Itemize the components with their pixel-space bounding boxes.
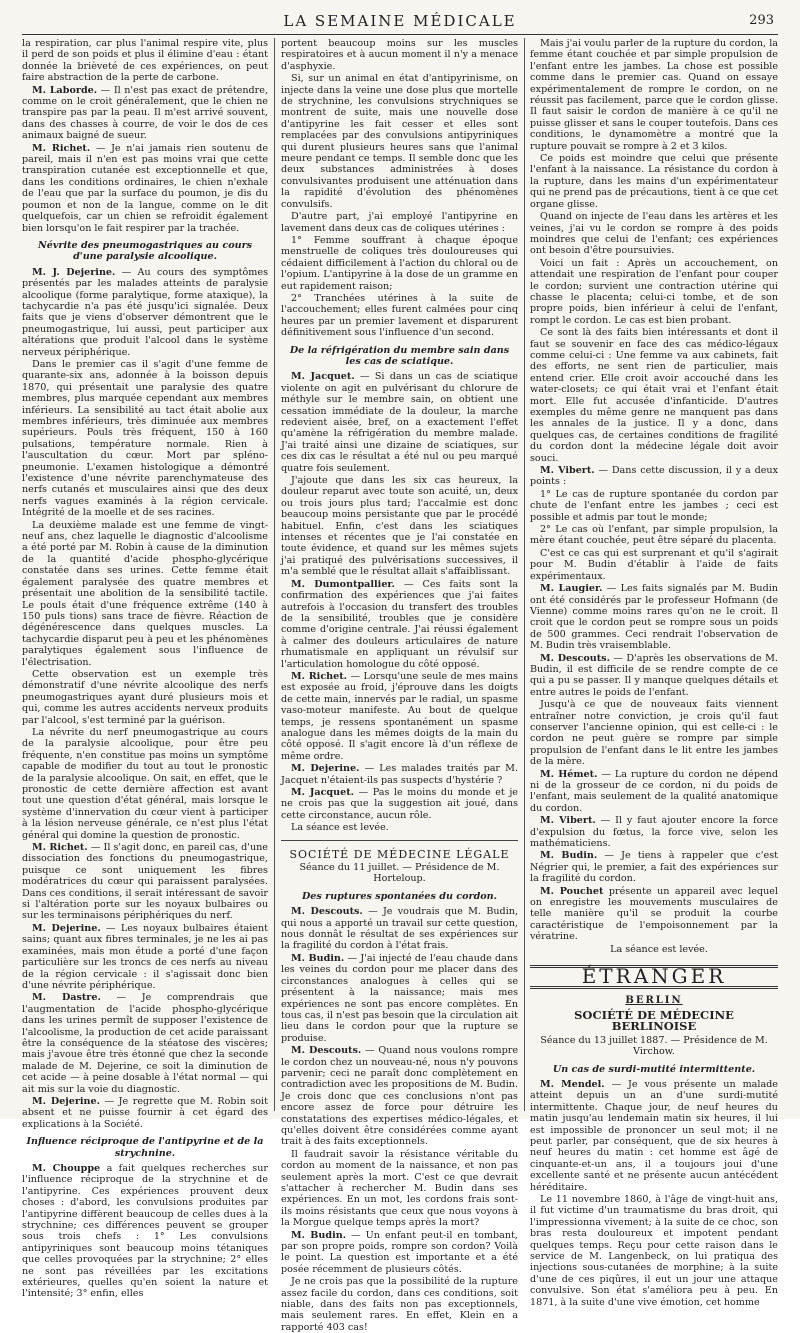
speaker: M. Dejerine. <box>291 763 360 775</box>
paragraph: C'est ce cas qui est surprenant et qu'il s'agirait pour M. Budin d'établir à l'aide de faits expérimentaux. <box>530 547 778 582</box>
speech: — Si dans un cas de sciatique violente on agit en pulvérisant du chlorure de méthyle sur le membre sain, on obtient une cessation immédiate de la douleur, la marche redevient aisée, bref, on a exactement l'effet qu'amène la réfrigération du membre malade. J'ai traité ainsi une dizaine de sciatiques, sur ces dix cas le résultat a été nul ou peu marqué quatre fois seulement. <box>281 371 518 474</box>
society-heading: SOCIÉTÉ DE MÉDECINE LÉGALE <box>289 847 510 861</box>
section-banner: ÉTRANGER <box>530 965 778 988</box>
paragraph: D'autre part, j'ai employé l'antipyrine en lavement dans deux cas de coliques utérines : <box>281 211 518 234</box>
speaker: M. Budin. <box>291 1229 347 1241</box>
speech: — Je regrette que M. Robin soit absent et ne puisse fournir à cet égard des explications à la Société. <box>22 1095 268 1130</box>
speaker: M. Jacquet. <box>291 787 354 798</box>
paragraph <box>22 923 268 991</box>
speech: — Je comprendrais que l'augmentation de l'acide phospho-glycérique dans les urines permît de supposer l'existence de l'alcoolisme, la production de cet acide paraissant être la conséquence de la stéatose des viscères; mais j'avoue être très étonné que chez la seconde malade de M. Dejerine, ce soit la diminution de cet acide — à peine dosable à l'état normal — qui ait mis sur la voie du diagnostic. <box>22 992 268 1095</box>
paragraph <box>22 143 268 234</box>
speech: — Un enfant peut-il en tombant, par son propre poids, rompre son cordon? Voilà le point. La question est importante et a été posée récemment de plusieurs côtés. <box>281 1229 518 1275</box>
speaker: M. Hémet. <box>540 768 598 780</box>
paragraph <box>530 886 778 943</box>
paragraph <box>22 842 268 922</box>
speech: présente un appareil avec lequel on enregistre les mouvements musculaires de telle manière qu'il se produit la courbe caractéristique de l'empoisonnement par la vératrine. <box>530 885 779 943</box>
paragraph: Le 11 novembre 1860, à l'âge de vingt-huit ans, il fut victime d'un traumatisme du bras droit, qui l'impressionna vivement; à la suite de ce choc, son bras resta douloureux et impotent pendant quelques temps. Reçu pour cette raison dans le service de M. Langenbeck, on lui pratiqua des injections sous-cutanées de morphine; à la suite d'une de ces piqûres, il eut un jour une attaque convulsive. Son état s'améliora peu à peu. En 1871, à la suite d'une vive émotion, cet homme <box>530 1194 778 1308</box>
paragraph: Voici un fait : Après un accouchement, on attendait une respiration de l'enfant pour couper le cordon; survient une contraction utérine qui chasse le placenta; celui-ci tombe, et de son propre poids, bien inférieur à celui de l'enfant, rompt le cordon. Le cas est bien probant. <box>530 257 778 326</box>
speech: — Pas le moins du monde et je ne crois pas que la suggestion ait joué, dans cette circonstance, aucun rôle. <box>281 787 518 821</box>
speaker: M. Mendel. <box>540 1078 605 1090</box>
section-heading: Influence réciproque de l'antipyrine et de la strychnine. <box>26 1136 264 1159</box>
paragraph <box>22 992 268 1095</box>
column-divider <box>274 38 275 1111</box>
speaker: M. Budin. <box>540 850 598 862</box>
speech: — Je n'ai jamais rien soutenu de pareil, mais il n'en est pas moins vrai que cette transpiration cutanée est exceptionnelle et que, dans les conditions ordinaires, le chien n'exhale de l'eau que par la surface du poumon, je dis du poumon et non de la langue, comme on le dit quelquefois, car un chien se refroidit également bien lorsqu'on le fait respirer par la trachée. <box>22 142 268 234</box>
paragraph <box>530 815 778 849</box>
paragraph <box>22 1096 268 1130</box>
column-3 <box>530 38 779 1308</box>
column-divider <box>524 38 525 1111</box>
section-heading: Un cas de surdi-mutité intermittente. <box>552 1063 756 1075</box>
paragraph: la respiration, car plus l'animal respire vite, plus il perd de son poids et plus il élimine d'eau : étant donnée la brièveté de ces expériences, on peut faire abstraction de la perte de carbone. <box>22 38 268 84</box>
paragraph: portent beaucoup moins sur les muscles respiratoires et à aucun moment il n'y a menace d'asphyxie. <box>281 38 518 72</box>
paragraph <box>281 787 518 821</box>
speaker: M. Descouts. <box>291 1045 362 1057</box>
speech: — Il n'est pas exact de prétendre, comme on le croit généralement, que le chien ne transpire pas par la peau. Il m'est arrivé souvent, dans des chasses à courre, de voir le dos de ces animaux baigné de sueur. <box>22 84 268 142</box>
paragraph: Si, sur un animal en état d'antipyrinisme, on injecte dans la veine une dose plus que mortelle de strychnine, les convulsions strychniques se montrent de suite, mais une nouvelle dose d'antipyrine les fait cesser et elles sont remplacées par des convulsions antipyriniques qui durent plusieurs heures sans que l'animal meure pendant ce temps. Il semble donc que les deux substances administrées à doses convulsivantes produisent une atténuation dans la rapidité d'évolution des phénomènes convulsifs. <box>281 73 518 210</box>
speech: — Les noyaux bulbaires étaient sains; quant aux fibres terminales, je ne les ai pas examinées, mais mon étude a porté d'une façon particulière sur les troncs de ces nerfs au niveau de la région cervicale : il s'agissait donc bien d'une névrite périphérique. <box>22 922 268 991</box>
speech: — Je voudrais que M. Budin, qui nous a apporté un travail sur cette question, nous donnât le résultat de ses expériences sur la fragilité du cordon à l'état frais. <box>281 906 518 952</box>
speaker: M. Dejerine. <box>32 922 101 934</box>
page-header <box>22 8 778 34</box>
speaker: M. Laborde. <box>32 84 98 96</box>
section-heading: De la réfrigération du membre sain dans les cas de sciatique. <box>289 344 510 367</box>
paragraph <box>530 465 778 488</box>
speech: — Lorsqu'une seule de mes mains est exposée au froid, j'éprouve dans les doigts de cette main, innervés par le radial, un spasme vaso-moteur manifeste. Au bout de quelque temps, je ressens spontanément un spasme analogue dans les mêmes doigts de la main du côté opposé. Il s'agit encore là d'un réflexe de même ordre. <box>281 670 518 762</box>
paragraph: Jusqu'à ce que de nouveaux faits viennent entraîner notre conviction, je crois qu'il faut conserver l'ancienne opinion, qui est celle-ci : le cordon ne peut guère se rompre par simple propulsion de l'enfant dans le lit entre les jambes de la mère. <box>530 699 778 768</box>
paragraph <box>281 671 518 762</box>
paragraph: 1° Le cas de rupture spontanée du cordon par chute de l'enfant entre les jambes ; ceci est possible et admis par tout le monde; <box>530 488 778 523</box>
speaker: M. Budin. <box>291 952 345 964</box>
section-heading: Des ruptures spontanées du cordon. <box>301 890 497 902</box>
speech: — J'ai injecté de l'eau chaude dans les veines du cordon pour me placer dans des circonstances analogues à celles qui se présentent à la naissance; mais mes expériences ne sont pas encore complètes. En tous cas, il n'est pas besoin que la circulation ait lieu dans le cordon pour que la rupture se produise. <box>281 952 518 1044</box>
society-heading: SOCIÉTÉ DE MÉDECINE BERLINOISE <box>574 1007 734 1034</box>
paragraph: Mais j'ai voulu parler de la rupture du cordon, la femme étant couchée et par simple propulsion de l'enfant entre les jambes. La chose est possible comme dans le premier cas. Quand on essaye expérimentalement de rompre le cordon, on ne réussit pas facilement, parce que le cordon glisse. Il faut saisir le cordon de manière à ce qu'il ne puisse glisser et sans le couper toutefois. Dans ces conditions, le dynamomètre a montré que la rupture pouvait se rompre à 2 et 3 kilos. <box>530 38 778 152</box>
speech: — Quand nous voulons rompre le cordon chez un nouveau-né, nous n'y pouvons parvenir; ceci ne paraît donc complètement en contradiction avec les propositions de M. Budin. Je crois donc que ces conclusions n'ont pas encore assez de force pour détruire les constatations des expertises médico-légales, et qu'elles doivent être considérées comme ayant trait à des faits exceptionnels. <box>281 1045 518 1148</box>
paragraph <box>281 1230 518 1276</box>
header-rule <box>22 34 778 35</box>
speaker: M. Laugier. <box>540 583 603 595</box>
speech: — Il y faut ajouter encore la force d'expulsion du fœtus, la force vive, selon les mathématiciens. <box>530 815 779 850</box>
speaker: M. Dumontpallier. <box>291 578 395 590</box>
paragraph: La névrite du nerf pneumogastrique au cours de la paralysie alcoolique, pour être peu fréquente, n'en constitue pas moins un symptôme capable de modifier du tout au tout le pronostic de la paralysie alcoolique. On sait, en effet, que le pronostic de cette dernière affection est avant tout une question d'état général, mais lorsque le système d'innervation du cœur vient à participer à la lésion nerveuse générale, ce n'est plus l'état général qui domine la question de pronostic. <box>22 726 268 841</box>
speaker: M. Jacquet. <box>291 371 355 383</box>
closing-line: La séance est levée. <box>610 943 708 955</box>
speech: — Au cours des symptômes présentés par les malades atteints de paralysie alcoolique (forme paralytique, forme ataxique), la tachycardie n'a pas été jusqu'ici signalée. Deux faits que je viens d'observer démontrent que le pneumogastrique, lui aussi, peut participer aux altérations que produit l'alcool dans le système nerveux périphérique. <box>22 266 269 358</box>
paragraph <box>530 769 778 815</box>
paragraph: Quand on injecte de l'eau dans les artères et les veines, j'ai vu le cordon se rompre à des poids moindres que celui de l'enfant; ces expériences ont besoin d'être poursuivies. <box>530 211 778 257</box>
speaker: M. Descouts. <box>291 906 363 918</box>
paragraph <box>281 579 518 670</box>
paragraph <box>530 850 778 884</box>
paragraph: La séance est levée. <box>291 822 389 834</box>
column-2 <box>281 38 518 1333</box>
paragraph <box>22 1163 268 1300</box>
city-heading: BERLIN <box>625 994 683 1006</box>
speaker: M. Vibert. <box>540 465 595 477</box>
speaker: M. Richet. <box>32 842 88 854</box>
paragraph <box>530 653 778 699</box>
paragraph <box>530 583 778 651</box>
paragraph <box>22 267 268 358</box>
paragraph <box>22 85 268 142</box>
speech: — Je vous présente un malade atteint depuis un an d'une surdi-mutité intermittente. Chaque jour, de neuf heures du matin jusqu'au lendemain matin six heures, il lui est impossible de prononcer un seul mot; il ne peut parler, par conséquent, que de six heures à neuf heures du matin : cet homme est âgé de cinquante-et-un ans, il a toujours joui d'une excellente santé et ne présente aucun antécédent héréditaire. <box>530 1078 778 1193</box>
speaker: M. J. Dejerine. <box>32 266 116 278</box>
session-line: Séance du 11 juillet. — Présidence de M. Horteloup. <box>299 862 500 885</box>
speech: — Il s'agit donc, en pareil cas, d'une dissociation des fonctions du pneumogastrique, puisque ce sont uniquement les fibres modératrices du cœur qui paraissent paralysées. Dans ces conditions, il serait intéressant de savoir si l'altération porte sur les noyaux bulbaires ou sur les terminaisons périphériques du nerf. <box>22 842 268 922</box>
paragraph <box>281 371 518 474</box>
paragraph: Ce poids est moindre que celui que présente l'enfant à la naissance. La résistance du cordon à la rupture, dans les mains d'un expérimentateur qui ne prend pas de précautions, tient à ce que cet organe glisse. <box>530 153 778 210</box>
paragraph: Cette observation est un exemple très démonstratif d'une névrite alcoolique des nerfs pneumogastriques ayant duré plusieurs mois et qui, comme les autres accidents nerveux produits par l'alcool, s'est terminé par la guérison. <box>22 668 268 726</box>
speech: — Les malades traités par M. Jacquet n'étaient-ils pas suspects d'hystérie ? <box>281 763 518 786</box>
paragraph <box>281 763 518 786</box>
speech: a fait quelques recherches sur l'influence réciproque de la strychnine et de l'antipyrine. Ces expériences prouvent deux choses : d'abord, les convulsions produites par l'antipyrine diffèrent beaucoup de celles dues à la strychnine; ces différences peuvent se grouper sous trois chefs : 1° Les convulsions antipyriniques sont beaucoup moins tétaniques que celles provoquées par la strychnine; 2° elles ne sont pas réveillées par les excitations extérieures, quelles qu'en soient la nature et l'intensité; 3° enfin, elles <box>22 1163 268 1300</box>
speaker: M. Vibert. <box>540 815 596 827</box>
speech: — Dans cette discussion, il y a deux points : <box>530 465 778 488</box>
paragraph: 2° Le cas où l'enfant, par simple propulsion, la mère étant couchée, peut être séparé du placenta. <box>530 524 778 547</box>
speaker: M. Richet. <box>291 670 348 682</box>
speaker: M. Chouppe <box>32 1163 101 1174</box>
speaker: M. Dejerine. <box>32 1095 100 1107</box>
paragraph: 2° Tranchées utérines à la suite de l'accouchement; elles furent calmées pour cinq heures par un premier lavement et disparurent définitivement sous l'influence d'un second. <box>281 292 518 339</box>
paragraph <box>530 1079 778 1193</box>
paragraph: Dans le premier cas il s'agit d'une femme de quarante-six ans, adonnée à la boisson depuis 1870, qui présentait une paralysie des quatre membres, plus marquée cependant aux membres inférieurs. La sensibilité au tact était abolie aux membres inférieurs, très diminuée aux membres supérieurs. Pouls très fréquent, 150 à 160 pulsations, température normale. Rien à l'auscultation du cœur. Mort par spléno-pneumonie. L'examen histologique a démontré l'existence d'une névrite parenchymateuse des nerfs cutanés et musculaires ainsi que des deux nerfs vagues examinés à la région cervicale. Intégrité de la moelle et de ses racines. <box>22 358 268 519</box>
paragraph: Je ne crois pas que la possibilité de la rupture assez facile du cordon, dans ces conditions, soit niable, dans des faits non pas exceptionnels, mais seulement rares. En effet, Klein en a rapporté 403 cas! <box>281 1276 518 1333</box>
page-number: 293 <box>749 13 774 28</box>
paragraph <box>281 953 518 1044</box>
column-1 <box>22 38 269 1300</box>
speaker: M. Descouts. <box>540 652 610 664</box>
paragraph: Il faudrait savoir la résistance véritable du cordon au moment de la naissance, et non pas seulement après la mort. C'est ce que devrait s'attacher à rechercher M. Budin dans ses expériences. En un mot, les cordons frais sont-ils moins résistants que ceux que nous voyons à la Morgue quelque temps après la mort? <box>281 1148 518 1229</box>
paragraph <box>281 906 518 952</box>
paragraph <box>281 1045 518 1148</box>
paragraph: La deuxième malade est une femme de vingt-neuf ans, chez laquelle le diagnostic d'alcoolisme a été porté par M. Robin à cause de la diminution de la quantité d'acide phospho-glycérique constatée dans ses urines. Cette femme était également paralysée des quatre membres et présentait une abolition de la sensibilité tactile. Le pouls était d'une fréquence extrême (140 à 150 puls tions) sans trace de fièvre. Réaction de dégénérescence dans quelques muscles. La tachycardie disparut peu à peu et les phénomènes paralytiques également sous l'influence de l'électrisation. <box>22 519 268 668</box>
speaker: M. Pouchet <box>540 885 604 897</box>
section-heading: Névrite des pneumogastriques au cours d'une paralysie alcoolique. <box>37 239 253 263</box>
speech: — La rupture du cordon ne dépend ni de la grosseur de ce cordon, ni du poids de l'enfant, mais seulement de la qualité anatomique du cordon. <box>530 768 778 814</box>
speech: — Les faits signalés par M. Budin ont été considérés par le professeur Hofmann (de Vienne) comme moins rares qu'on ne le croit. Il croit que le cordon peut se rompre sous un poids de 500 grammes. Ceci rendrait l'observation de M. Budin très vraisemblable. <box>530 583 778 652</box>
speech: — D'après les observations de M. Budin, il est difficile de se rendre compte de ce qui a pu se passer. Il y manque quelques détails et entre autres le poids de l'enfant. <box>530 652 778 698</box>
paragraph: Ce sont là des faits bien intéressants et dont il faut se souvenir en face des cas médico-légaux comme celui-ci : Une femme va aux cabinets, fait des efforts, ne sent rien de particulier, mais entend crier. Elle croit avoir accouché dans les water-closets; ce qui était vrai et l'enfant était mort. Elle fut accusée d'infanticide. D'autres exemples du même genre ne manquent pas dans les annales de la justice. Il y a donc, dans quelques cas, de certaines conditions de fragilité du cordon dont la médecine légale doit avoir souci. <box>530 327 778 464</box>
section-separator <box>281 840 518 841</box>
session-line: Séance du 13 juillet 1887. — Présidence de M. Virchow. <box>540 1034 768 1058</box>
speech: — Ces faits sont la confirmation des expériences que j'ai faites autrefois à l'occasion du transfert des troubles de la sensibilité, troubles que je considère comme d'origine centrale. J'ai réussi également à calmer des douleurs articulaires de nature rhumatismale en appliquant un révulsif sur l'articulation homologue du côté opposé. <box>281 578 518 670</box>
speaker: M. Dastre. <box>32 992 101 1004</box>
paragraph: 1° Femme souffrant à chaque époque menstruelle de coliques très douloureuses qui cédaient difficilement à l'action du chloral ou de l'opium. L'antipyrine à la dose de un gramme en eut rapidement raison; <box>281 234 518 292</box>
running-title: LA SEMAINE MÉDICALE <box>283 12 517 30</box>
speaker: M. Richet. <box>32 142 91 154</box>
paragraph: J'ajoute que dans les six cas heureux, la douleur reparut avec toute son acuité, un, deux ou trois jours plus tard; l'accalmie est donc beaucoup moins persistante que par le procédé habituel. Enfin, c'est dans les sciatiques intenses et récentes que je l'ai constatée en toute évidence, et quand sur les mêmes sujets j'ai pratiqué des pulvérisations successives, il m'a semblé que le résultat allait s'affaiblissant. <box>281 475 518 578</box>
speech: — Je tiens à rappeler que c'est Négrier qui, le premier, a fait des expériences sur la fragilité du cordon. <box>530 850 778 885</box>
